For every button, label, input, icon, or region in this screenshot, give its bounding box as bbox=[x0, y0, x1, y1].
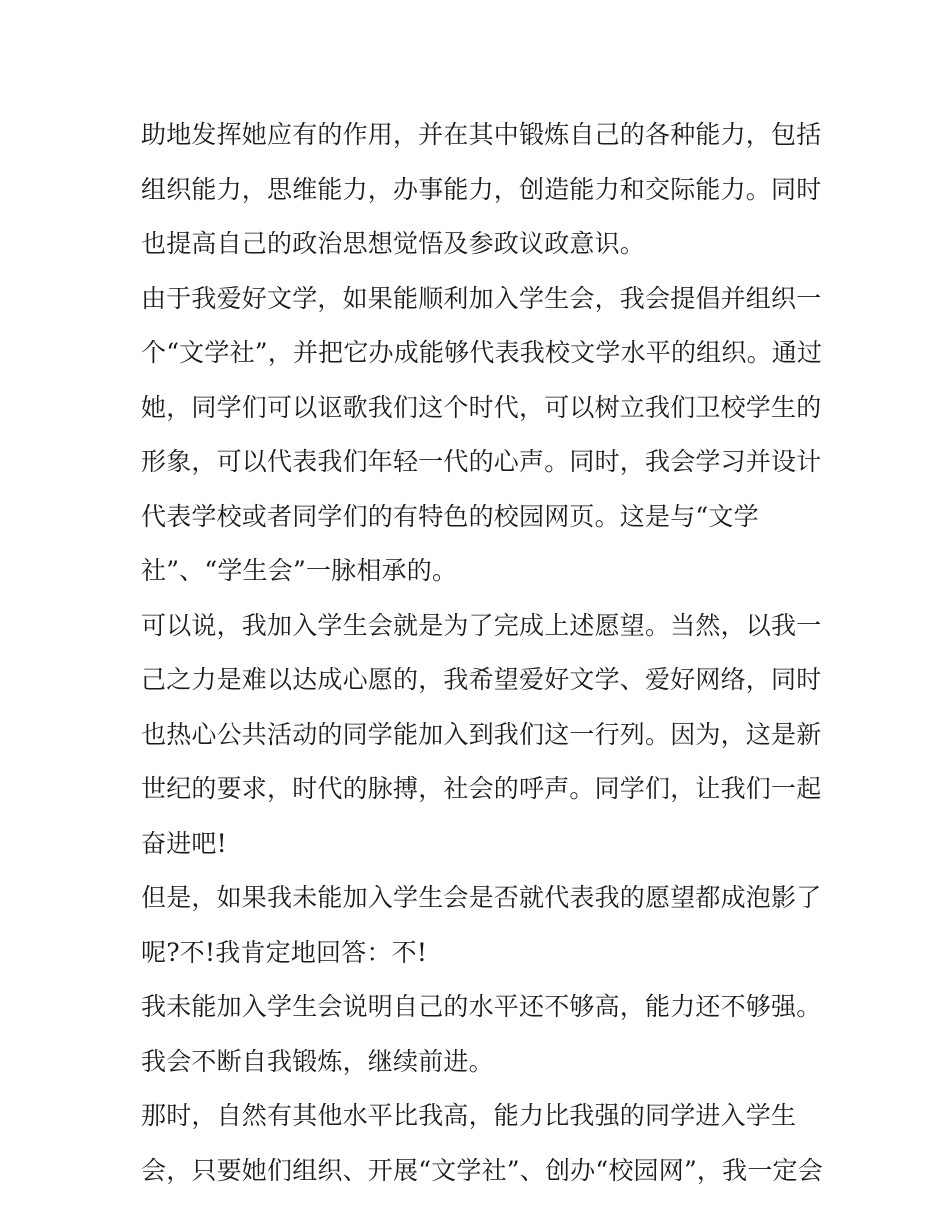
text-line: 由于我爱好文学，如果能顺利加入学生会，我会提倡并组织一 bbox=[141, 283, 822, 313]
text-line: 呢?不!我肯定地回答：不! bbox=[141, 937, 428, 967]
text-line: 但是，如果我未能加入学生会是否就代表我的愿望都成泡影了 bbox=[141, 883, 822, 912]
body-text bbox=[141, 108, 821, 1198]
text-line: 我会不断自我锻炼，继续前进。 bbox=[141, 1046, 494, 1076]
text-line: 可以说，我加入学生会就是为了完成上述愿望。当然，以我一 bbox=[141, 610, 822, 640]
text-line: 奋进吧! bbox=[141, 828, 227, 858]
text-line: 也提高自己的政治思想觉悟及参政议政意识。 bbox=[141, 229, 646, 258]
text-line: 世纪的要求，时代的脉搏，社会的呼声。同学们，让我们一起 bbox=[141, 774, 822, 803]
text-line: 个“文学社”，并把它办成能够代表我校文学水平的组织。通过 bbox=[141, 338, 823, 367]
text-line: 也热心公共活动的同学能加入到我们这一行列。因为，这是新 bbox=[141, 719, 822, 749]
text-line: 我未能加入学生会说明自己的水平还不够高，能力还不够强。 bbox=[141, 992, 822, 1021]
text-line: 社”、“学生会”一脉相承的。 bbox=[141, 556, 458, 585]
text-line: 形象，可以代表我们年轻一代的心声。同时，我会学习并设计 bbox=[141, 447, 822, 476]
text-line: 组织能力，思维能力，办事能力，创造能力和交际能力。同时 bbox=[141, 174, 822, 204]
text-line: 会，只要她们组织、开展“文学社”、创办“校园网”，我一定会 bbox=[141, 1155, 823, 1185]
text-line: 助地发挥她应有的作用，并在其中锻炼自己的各种能力，包括 bbox=[141, 120, 822, 149]
text-line: 己之力是难以达成心愿的，我希望爱好文学、爱好网络，同时 bbox=[141, 665, 822, 694]
text-line: 那时，自然有其他水平比我高，能力比我强的同学进入学生 bbox=[141, 1101, 797, 1130]
text-line: 她，同学们可以讴歌我们这个时代，可以树立我们卫校学生的 bbox=[141, 392, 822, 422]
text-line: 代表学校或者同学们的有特色的校园网页。这是与“文学 bbox=[141, 501, 759, 531]
